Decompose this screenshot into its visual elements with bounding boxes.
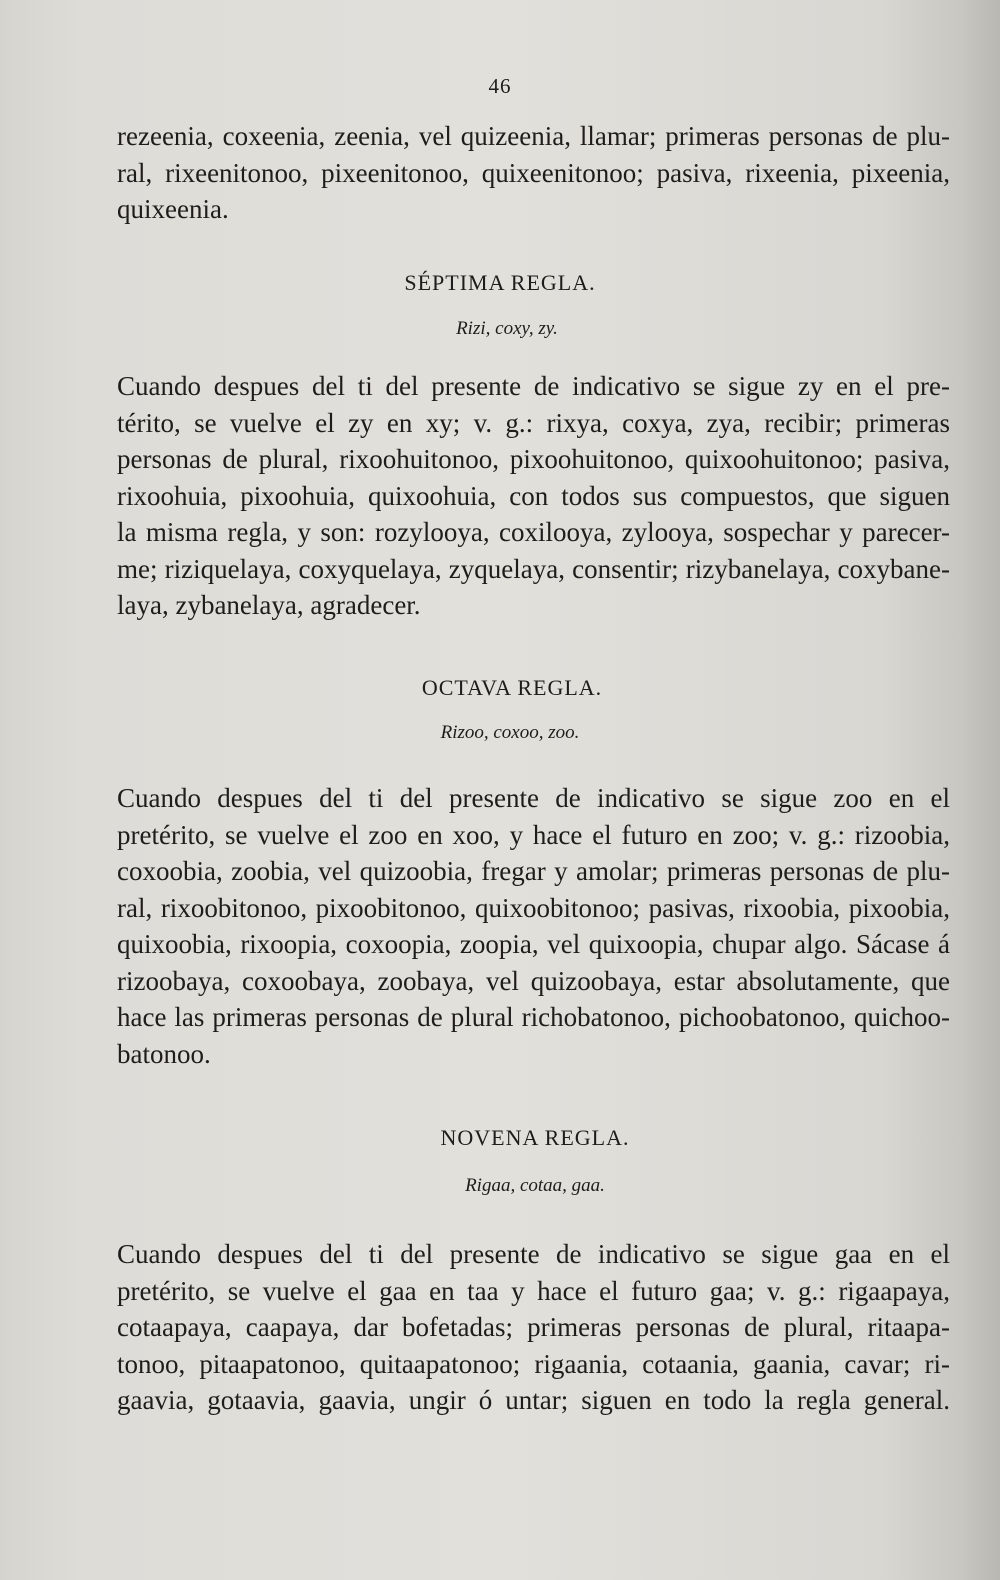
text-line: me; riziquelaya, coxyquelaya, zyquelaya, consentir; rizybanelaya, coxybane- — [117, 553, 950, 584]
paragraph-septima — [117, 368, 950, 624]
text-line: ral, rixoobitonoo, pixoobitonoo, quixoobitonoo; pasivas, rixoobia, pixoobia, — [117, 892, 950, 923]
text-line: pretérito, se vuelve el zoo en xoo, y hace el futuro en zoo; v. g.: rizoobia, — [117, 819, 950, 850]
text-line: tonoo, pitaapatonoo, quitaapatonoo; rigaania, cotaania, gaania, cavar; ri- — [117, 1348, 950, 1379]
text-line: rixoohuia, pixoohuia, quixoohuia, con todos sus compuestos, que siguen — [117, 480, 950, 511]
section-heading-octava: OCTAVA REGLA. — [421, 675, 603, 700]
text-line: rezeenia, coxeenia, zeenia, vel quizeenia, llamar; primeras personas de plu- — [117, 121, 950, 151]
text-line: gaavia, gotaavia, gaavia, ungir ó untar; siguen en todo la regla general. — [117, 1385, 950, 1415]
text-line: Cuando despues del ti del presente de indicativo se sigue zoo en el — [117, 783, 950, 813]
section-subtitle-novena: Rigaa, cotaa, gaa. — [465, 1175, 605, 1196]
text-line: Cuando despues del ti del presente de indicativo se sigue zy en el pre- — [117, 371, 950, 401]
section-subtitle-octava: Rizoo, coxoo, zoo. — [440, 722, 580, 743]
text-line: personas de plural, rixoohuitonoo, pixoohuitonoo, quixoohuitonoo; pasiva, — [117, 444, 950, 474]
text-line: térito, se vuelve el zy en xy; v. g.: rixya, coxya, zya, recibir; primeras — [117, 407, 950, 438]
text-line: hace las primeras personas de plural richobatonoo, pichoobatonoo, quichoo- — [117, 1002, 950, 1032]
text-line: quixeenia. — [117, 194, 229, 224]
section-subtitle-septima: Rizi, coxy, zy. — [456, 318, 558, 339]
text-line: cotaapaya, caapaya, dar bofetadas; primeras personas de plural, ritaapa- — [117, 1312, 950, 1342]
paragraph-novena — [117, 1236, 950, 1419]
page-number: 46 — [488, 74, 512, 98]
paragraph-octava — [117, 780, 950, 1072]
text-line: laya, zybanelaya, agradecer. — [117, 590, 421, 620]
text-line: quixoobia, rixoopia, coxoopia, zoopia, vel quixoopia, chupar algo. Sácase á — [117, 929, 950, 959]
text-line: ral, rixeenitonoo, pixeenitonoo, quixeenitonoo; pasiva, rixeenia, pixeenia, — [117, 157, 950, 188]
text-line: coxoobia, zoobia, vel quizoobia, fregar y amolar; primeras personas de plu- — [117, 856, 950, 886]
text-line: Cuando despues del ti del presente de indicativo se sigue gaa en el — [117, 1239, 950, 1269]
section-heading-novena: NOVENA REGLA. — [440, 1125, 630, 1150]
section-heading-septima: SÉPTIMA REGLA. — [404, 270, 596, 295]
text-line: pretérito, se vuelve el gaa en taa y hace el futuro gaa; v. g.: rigaapaya, — [117, 1275, 950, 1306]
text-line: rizoobaya, coxoobaya, zoobaya, vel quizoobaya, estar absolutamente, que — [117, 965, 950, 996]
text-line: batonoo. — [117, 1038, 211, 1069]
paragraph-intro — [117, 118, 950, 228]
text-line: la misma regla, y son: rozylooya, coxilooya, zylooya, sospechar y parecer- — [117, 517, 950, 547]
